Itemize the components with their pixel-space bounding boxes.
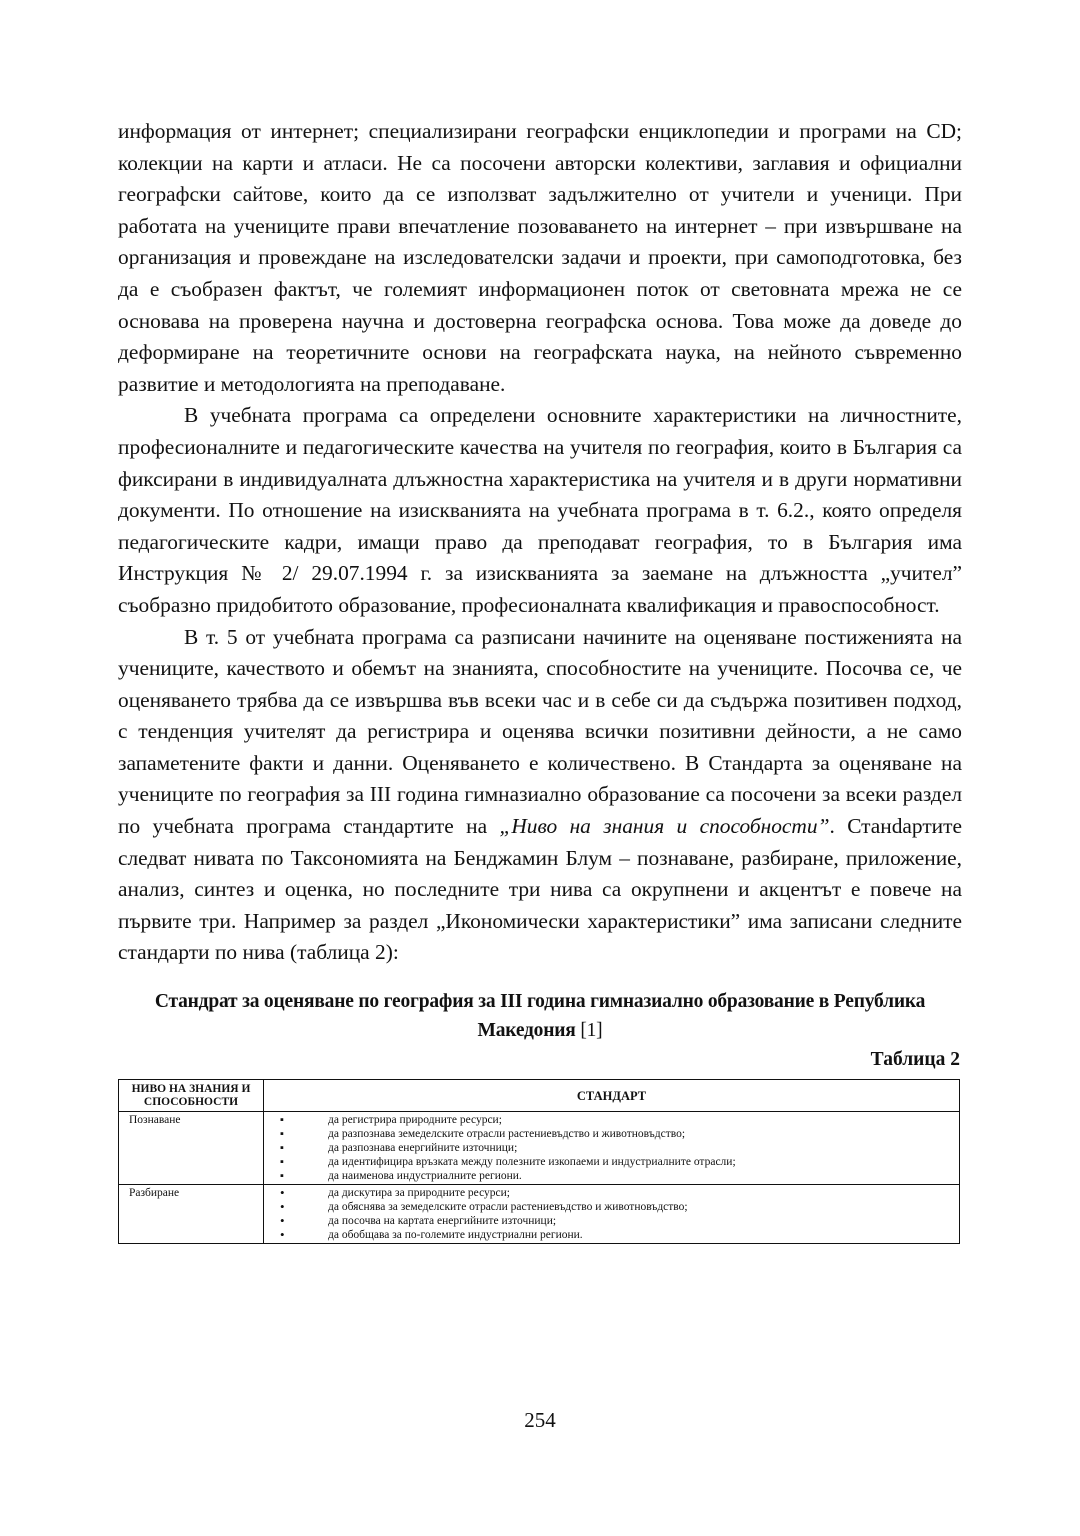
list-item: ▪ да идентифицира връзката между полезните изкопаеми и индустриалните отрасли;: [270, 1155, 953, 1169]
page-body: [118, 116, 962, 1244]
table-row: [119, 1112, 960, 1185]
header-standard: СТАНДАРТ: [264, 1080, 960, 1112]
row-standards: [264, 1185, 960, 1244]
page-number: 254: [524, 1408, 556, 1432]
table-caption: [118, 987, 962, 1045]
paragraph-1: информация от интернет; специализирани географски енциклопедии и програми на CD; колекции на карти и атласи. Не са посочени авторски колективи, заглавия и официални географски сайтове, които да се използват задължително от учители и ученици. При работата на учениците прави впечатление позоваването на интернет – при извършване на организация и провеждане на изследователски задачи и проекти, при самоподготовка, без да е съобразен фактът, че големият информационен поток от световната мрежа не се основава на проверена научна и достоверна географска основа. Това може да доведе до деформиране на теоретичните основи на географската наука, на нейното съвременно развитие и методологията на преподаване.: [118, 119, 962, 396]
paragraph-2: В учебната програма са определени основните характеристики на личностните, професионалните и педагогическите качества на учителя по география, които в България са фиксирани в индивидуалната длъжностна характеристика на учителя и в други нормативни документи. По отношение на изискванията на учебната програма в т. 6.2., която определя педагогическите кадри, имащи право да преподават география, то в България има Инструкция № 2/ 29.07.1994 г. за изискванията за заемане на длъжността „учител” съобразно придобитото образование, професионалната квалификация и правоспособност.: [118, 403, 962, 617]
table-caption-title: Стандрат за оценяване по география за III година гимназиално образование в Република Македония: [154, 991, 926, 1042]
paragraph-3: [118, 622, 962, 970]
standards-list: [270, 1113, 953, 1183]
table-header-row: [119, 1080, 960, 1112]
table-label: Таблица 2: [870, 1049, 960, 1071]
standards-list: [270, 1186, 953, 1242]
paragraph-3-start: В т. 5 от учебната програма са разписани начините на оценяване постиженията на учениците, качеството и обемът на знанията, способностите на учениците. Посочва се, че оценяването трябва да се извършва във всеки час и в себе си да съдържа позитивен подход, с тенденция учителят да регистрира и оценява всички позитивни дейности, а не само запаметените факти и данни. Оценяването е количествено. В Стандарта за оценяване на учениците по география за III година гимназиално образование са посочени за всеки раздел по учебната програма стандартите на: [118, 624, 962, 839]
row-level: Разбиране: [119, 1185, 264, 1244]
list-item: ▪ да наименова индустриалните региони.: [270, 1169, 953, 1183]
list-item: ▪ да разпознава енергийните източници;: [270, 1141, 953, 1155]
header-level: НИВО НА ЗНАНИЯ И СПОСОБНОСТИ: [119, 1080, 264, 1112]
row-standards: [264, 1112, 960, 1185]
list-item: • да обобщава за по-големите индустриални региони.: [270, 1228, 953, 1242]
paragraph-3-italic: „Ниво на знания и способности”: [499, 814, 830, 839]
row-level: Познаване: [119, 1112, 264, 1185]
paragraph-3-end: . Станdартите следват нивата по Таксономията на Бенджамин Блум – познаване, разбиране, приложение, анализ, синтез и оценка, но последните три нива са окрупнени и акцентът е повече на първите три. Например за раздел „Икономически характеристики” има записани следните стандарти по нива (таблица 2):: [118, 814, 962, 965]
list-item: ▪ да разпознава земеделските отрасли растениевъдство и животновъдство;: [270, 1127, 953, 1141]
list-item: ▪ да регистрира природните ресурси;: [270, 1113, 953, 1127]
list-item: • да посочва на картата енергийните източници;: [270, 1214, 953, 1228]
list-item: • да дискутира за природните ресурси;: [270, 1186, 953, 1200]
table-caption-reference: [1]: [575, 1020, 603, 1042]
list-item: • да обяснява за земеделските отрасли растениевъдство и животновъдство;: [270, 1200, 953, 1214]
standards-table: [118, 1079, 960, 1244]
table-row: [119, 1185, 960, 1244]
